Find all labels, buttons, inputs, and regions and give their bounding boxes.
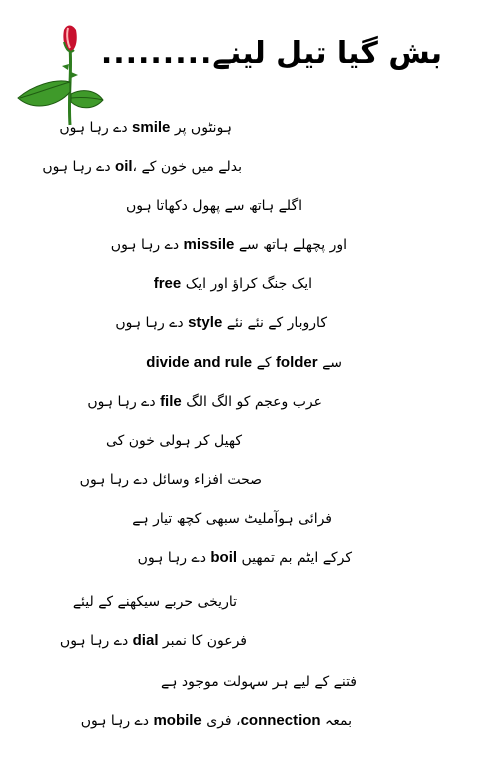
poem-line: فرائی ہوآملیٹ سبھی کچھ تیار ہے <box>132 511 332 527</box>
poem-line: بدلے میں خون کے ،oil دے رہا ہوں <box>42 158 242 175</box>
poem-line: اور پچھلے ہاتھ سے missile دے رہا ہوں <box>110 236 347 253</box>
title-text: بش گیا تیل لینے <box>212 36 442 71</box>
poem-line: فتنے کے لیے ہر سہولت موجود ہے <box>161 674 357 690</box>
poem-line: ہونٹوں پر smile دے رہا ہوں <box>59 119 232 136</box>
title-dots: ......... <box>100 36 213 71</box>
rose-image <box>10 20 104 128</box>
poem-line: عرب وعجم کو الگ الگ file دے رہا ہوں <box>87 393 322 410</box>
poem-line: کھیل کر ہولی خون کی <box>105 433 242 449</box>
poem-line: divide and rule کے folder سے <box>146 354 342 371</box>
poem-line: کاروبار کے نئے نئے style دے رہا ہوں <box>115 314 327 331</box>
poem-line: ایک جنگ کراؤ اور ایک free <box>153 275 312 292</box>
poem-line: اگلے ہاتھ سے پھول دکھاتا ہوں <box>125 198 302 214</box>
poem-line: کرکے ایٹم بم تمھیں boil دے رہا ہوں <box>137 549 352 566</box>
poem-line: صحت افزاء وسائل دے رہا ہوں <box>79 472 262 488</box>
poem-line: فرعون کا نمبر dial دے رہا ہوں <box>59 632 247 649</box>
poem-line: بمعہ connection، فری mobile دے رہا ہوں <box>80 712 352 729</box>
poem-line: تاریخی حربے سیکھنے کے لیئے <box>72 594 237 610</box>
page-title <box>93 36 442 71</box>
